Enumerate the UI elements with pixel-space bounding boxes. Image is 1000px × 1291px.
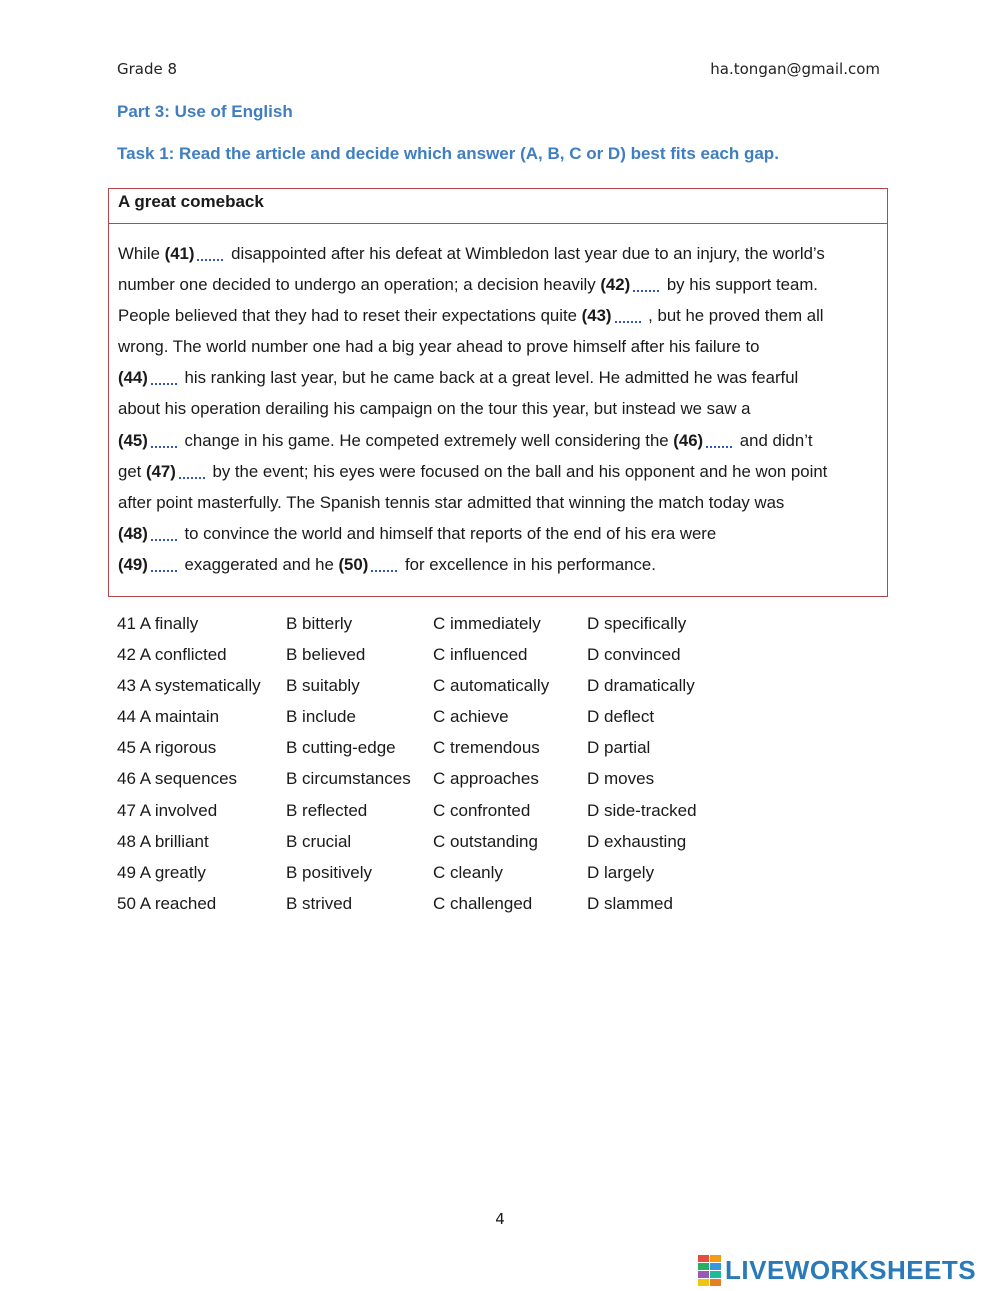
logo-icon-block: [698, 1255, 709, 1262]
article-text: number one decided to undergo an operation; a decision heavily: [118, 275, 601, 295]
article-text: for excellence in his performance.: [400, 554, 656, 574]
option-choice: 42 A conflicted: [117, 645, 227, 665]
gap-number: (46): [673, 430, 704, 450]
article-text: after point masterfully. The Spanish tennis star admitted that winning the match today was: [118, 492, 785, 512]
option-choice: 45 A rigorous: [117, 738, 217, 758]
gap-number: (45): [118, 430, 148, 450]
option-choice: C influenced: [433, 645, 528, 665]
gap-number: (43): [581, 306, 612, 326]
answer-options: [117, 612, 767, 923]
article-body: [109, 224, 887, 580]
option-choice: 50 A reached: [117, 893, 217, 913]
option-choice: D convinced: [587, 645, 681, 665]
option-choice: C automatically: [433, 676, 550, 696]
gap-blank[interactable]: [633, 274, 659, 292]
gap-blank[interactable]: [615, 305, 641, 323]
article-text: wrong. The world number one had a big year ahead to prove himself after his failure to: [118, 337, 760, 357]
article-text: by his support team.: [662, 275, 818, 295]
task-instructions: Task 1: Read the article and decide which answer (A, B, C or D) best fits each gap.: [117, 144, 779, 163]
option-choice: D specifically: [587, 614, 687, 633]
logo-text: LIVEWORKSHEETS: [725, 1254, 977, 1285]
article-box: [108, 188, 888, 597]
logo-icon-block: [698, 1271, 709, 1278]
option-choice: 49 A greatly: [117, 862, 206, 882]
option-choice: D largely: [587, 862, 655, 882]
option-row: [117, 799, 767, 830]
article-line: [118, 487, 875, 518]
option-choice: B believed: [286, 645, 366, 665]
gap-blank[interactable]: [151, 554, 177, 572]
header-email: ha.tongan@gmail.com: [710, 60, 880, 78]
option-choice: 46 A sequences: [117, 769, 238, 789]
gap-blank[interactable]: [151, 367, 177, 385]
option-choice: B suitably: [286, 676, 360, 696]
gap-blank[interactable]: [371, 554, 397, 572]
article-line: [118, 425, 875, 456]
option-row: [117, 767, 767, 798]
option-choice: C outstanding: [433, 831, 538, 851]
option-row: [117, 612, 767, 643]
gap-number: (47): [146, 461, 176, 481]
liveworksheets-logo: [698, 1255, 976, 1285]
option-choice: D exhausting: [587, 831, 687, 851]
option-row: [117, 830, 767, 861]
article-text: While: [118, 244, 165, 263]
article-line: [118, 549, 875, 580]
logo-icon-block: [710, 1255, 721, 1262]
option-choice: B circumstances: [286, 769, 411, 789]
option-choice: D moves: [587, 769, 655, 789]
article-line: [118, 300, 875, 331]
option-row: [117, 643, 767, 674]
option-choice: D slammed: [587, 893, 673, 913]
option-choice: C cleanly: [433, 862, 503, 882]
article-text: his ranking last year, but he came back at a great level. He admitted he was fearful: [179, 368, 799, 388]
article-text: about his operation derailing his campaign on the tour this year, but instead we saw a: [118, 399, 751, 419]
article-line: [118, 269, 875, 300]
option-row: [117, 674, 767, 705]
option-choice: D dramatically: [587, 676, 695, 696]
article-text: get: [118, 461, 146, 481]
option-choice: 41 A finally: [117, 614, 199, 633]
article-line: [118, 331, 875, 362]
option-choice: C achieve: [433, 707, 509, 727]
option-choice: 48 A brilliant: [117, 831, 209, 851]
option-choice: D partial: [587, 738, 651, 758]
gap-number: (48): [118, 523, 148, 543]
option-choice: B reflected: [286, 800, 368, 820]
article-text: to convince the world and himself that reports of the end of his era were: [179, 523, 717, 543]
option-row: [117, 705, 767, 736]
option-choice: B bitterly: [286, 614, 353, 633]
article-text: and didn’t: [735, 430, 813, 450]
article-line: [118, 238, 875, 269]
article-title: A great comeback: [109, 189, 887, 224]
option-choice: C approaches: [433, 769, 539, 789]
option-choice: B positively: [286, 862, 372, 882]
page-number: 4: [495, 1210, 505, 1228]
option-choice: 43 A systematically: [117, 676, 261, 696]
article-text: change in his game. He competed extremely well considering the: [179, 430, 674, 450]
option-row: [117, 861, 767, 892]
article-line: [118, 393, 875, 424]
gap-blank[interactable]: [197, 243, 223, 261]
option-choice: B strived: [286, 893, 353, 913]
article-line: [118, 518, 875, 549]
option-row: [117, 892, 767, 923]
article-line: [118, 362, 875, 393]
logo-icon-block: [698, 1279, 709, 1286]
article-text: by the event; his eyes were focused on the ball and his opponent and he won point: [207, 461, 828, 481]
option-choice: 47 A involved: [117, 800, 218, 820]
gap-number: (49): [118, 554, 148, 574]
article-text: disappointed after his defeat at Wimbledon last year due to an injury, the world’s: [226, 244, 825, 263]
option-choice: C immediately: [433, 614, 541, 633]
option-choice: C tremendous: [433, 738, 540, 758]
gap-number: (42): [600, 275, 631, 295]
option-choice: B cutting-edge: [286, 738, 396, 758]
liveworksheets-icon: [698, 1255, 721, 1286]
logo-icon-block: [710, 1279, 721, 1286]
article-line: [118, 456, 875, 487]
option-choice: B crucial: [286, 831, 352, 851]
gap-number: (44): [118, 368, 148, 388]
option-choice: B include: [286, 707, 356, 727]
logo-icon-block: [698, 1263, 709, 1270]
option-choice: 44 A maintain: [117, 707, 220, 727]
gap-number: (50): [338, 554, 369, 574]
option-choice: C confronted: [433, 800, 531, 820]
option-row: [117, 736, 767, 767]
logo-icon-block: [710, 1271, 721, 1278]
article-text: , but he proved them all: [643, 306, 824, 326]
article-text: exaggerated and he: [179, 554, 339, 574]
gap-blank[interactable]: [179, 461, 205, 479]
option-choice: C challenged: [433, 893, 533, 913]
gap-number: (41): [164, 244, 195, 263]
option-choice: D deflect: [587, 707, 655, 727]
gap-blank[interactable]: [151, 430, 177, 448]
option-choice: D side-tracked: [587, 800, 697, 820]
logo-icon-block: [710, 1263, 721, 1270]
gap-blank[interactable]: [706, 430, 732, 448]
part-title: Part 3: Use of English: [117, 102, 293, 121]
header-grade: Grade 8: [117, 60, 178, 78]
gap-blank[interactable]: [151, 523, 177, 541]
article-text: People believed that they had to reset their expectations quite: [118, 306, 582, 326]
